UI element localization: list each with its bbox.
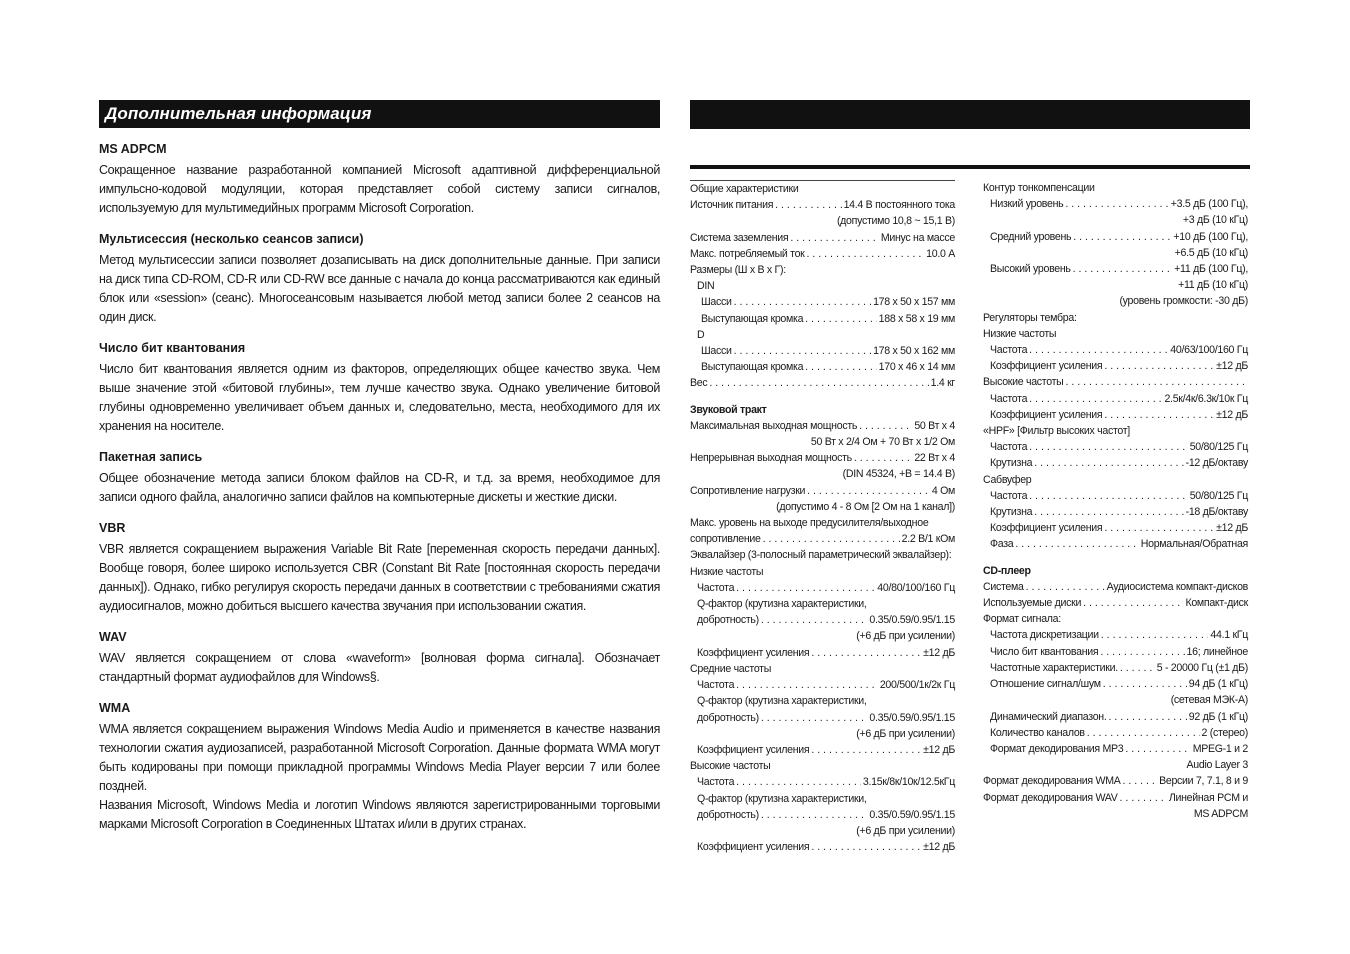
spec-row: Высокие частоты . . .	[983, 374, 1248, 390]
spec-row: Система . . . Аудиосистема компакт-дисков	[983, 579, 1248, 595]
spec-group-heading: Звуковой тракт	[690, 403, 767, 416]
spec-subheading: Сабвуфер	[983, 473, 1032, 486]
spec-subheading: DIN	[697, 280, 715, 293]
spec-group-heading: CD-плеер	[983, 564, 1031, 577]
spec-row: Частотные характеристики. . . . 5 - 20000 Гц (±1 дБ)	[983, 660, 1248, 676]
spec-row: Формат декодирования WMA . . . Версии 7, 7.1, 8 и 9	[983, 773, 1248, 789]
topic-text: Общее обозначение метода записи блоком файлов на CD-R, и т.д. за время, необходимое для записи одного файла, аналогично записи файлов на компьютерные дискеты и жесткие диски.	[99, 471, 660, 504]
spec-subheading: Низкие частоты	[690, 565, 764, 578]
spec-row: Непрерывная выходная мощность . . . 22 Вт x 4	[690, 450, 955, 466]
topic-text: WMA является сокращением выражения Windows Media Audio и применяется в качестве названия технологии сжатия аудиозаписей, разработанной Microsoft Corporation. Данные формата WMA могут быть кодированы при помощи прикладной программы Windows Media Player версии 7 или более поздней.	[99, 722, 660, 793]
topic-text: Сокращенное название разработанной компанией Microsoft адаптивной дифференциальной импульсно-кодовой модуляции, которая представляет собой систему записи сигналов, используемую для мультимедийных программ Microsoft Corporation.	[99, 163, 660, 215]
spec-line: Q-фактор (крутизна характеристики,	[697, 598, 867, 611]
topic-text: VBR является сокращением выражения Variable Bit Rate [переменная скорость передачи данных]. Вообще говоря, более широко используется CBR (Constant Bit Rate [постоянная скорость передачи данных]). Однако, гибко регулируя скорость передачи данных в соответствии с требованиями сжатия аудиосигналов, можно добиться высшего качества звучания при использовании сжатия.	[99, 542, 660, 613]
spec-continuation: 50 Вт x 2/4 Ом + 70 Вт x 1/2 Ом	[810, 436, 955, 449]
spec-row: Формат декодирования WAV . . . Линейная PCM и	[983, 790, 1248, 806]
spec-continuation: (+6 дБ при усилении)	[856, 630, 955, 643]
specs-rule	[690, 165, 1250, 169]
spec-row: Коэффициент усиления . . . ±12 дБ	[690, 839, 955, 855]
spec-continuation: (+6 дБ при усилении)	[856, 727, 955, 740]
spec-row: Средний уровень . . . +10 дБ (100 Гц),	[983, 229, 1248, 245]
topic-ms-adpcm	[99, 142, 660, 218]
spec-line: Q-фактор (крутизна характеристики,	[697, 792, 867, 805]
spec-row: Шасси . . . 178 х 50 х 162 мм	[690, 343, 955, 359]
spec-row: Фаза . . . Нормальная/Обратная	[983, 536, 1248, 552]
topic-multisession	[99, 232, 660, 327]
spec-group-heading: Регуляторы тембра:	[983, 311, 1077, 324]
spec-subheading: Низкие частоты	[983, 327, 1057, 340]
trademark-text: Названия Microsoft, Windows Media и логотип Windows являются зарегистрированными торговыми марками Microsoft Corporation в Соединенных Штатах и/или в других странах.	[99, 798, 660, 831]
topic-text: Метод мультисессии записи позволяет дозаписывать на диск дополнительные данные. При записи на диск типа CD-ROM, CD-R или CD-RW все данные с начала до конца рассматриваются как единый блок или «session» (сеанс). Многосеансовым называется любой метод записи более 2 сеансов на один диск.	[99, 253, 660, 324]
topic-wma	[99, 701, 660, 834]
spec-row: Коэффициент усиления . . . ±12 дБ	[690, 645, 955, 661]
spec-continuation: (+6 дБ при усилении)	[856, 824, 955, 837]
spec-row: Частота . . . 3.15к/8к/10к/12.5кГц	[690, 774, 955, 790]
spec-row: Коэффициент усиления . . . ±12 дБ	[690, 742, 955, 758]
spec-subheading: Высокие частоты	[690, 760, 771, 773]
spec-row: Динамический диапазон. . . . 92 дБ (1 кГц)	[983, 709, 1248, 725]
spec-row: Низкий уровень . . . +3.5 дБ (100 Гц),	[983, 196, 1248, 212]
spec-row: Коэффициент усиления . . . ±12 дБ	[983, 358, 1248, 374]
spec-continuation: +3 дБ (10 кГц)	[1182, 214, 1248, 227]
spec-continuation: +11 дБ (10 кГц)	[1178, 279, 1248, 292]
specs-title-bar	[690, 100, 1250, 129]
spec-row: сопротивление . . . 2.2 В/1 кОм	[690, 531, 955, 547]
spec-row: Источник питания . . . 14.4 В постоянного тока	[690, 197, 955, 213]
spec-row: Количество каналов . . . 2 (стерео)	[983, 725, 1248, 741]
spec-continuation: MS ADPCM	[1193, 807, 1248, 820]
spec-row: Частота . . . 50/80/125 Гц	[983, 439, 1248, 455]
spec-continuation: (допустимо 10,8 ~ 15,1 В)	[836, 215, 955, 228]
topic-packet-write	[99, 450, 660, 507]
spec-row: Сопротивление нагрузки . . . 4 Ом	[690, 483, 955, 499]
spec-row: добротность) . . . 0.35/0.59/0.95/1.15	[690, 807, 955, 823]
spec-subheading: «HPF» [Фильтр высоких частот]	[983, 425, 1130, 438]
spec-row: добротность) . . . 0.35/0.59/0.95/1.15	[690, 612, 955, 628]
topic-heading: Мультисессия (несколько сеансов записи)	[99, 232, 364, 246]
specs-column-1	[690, 180, 955, 855]
spec-row: Коэффициент усиления . . . ±12 дБ	[983, 520, 1248, 536]
topic-heading: VBR	[99, 521, 126, 535]
spec-continuation: (сетевая МЭК-A)	[1170, 694, 1248, 707]
spec-row: Частота . . . 200/500/1к/2к Гц	[690, 677, 955, 693]
spec-subheading: Размеры (Ш х В х Г):	[690, 264, 786, 277]
spec-continuation: (уровень громкости: -30 дБ)	[1119, 295, 1248, 308]
topic-text: Число бит квантования является одним из факторов, определяющих общее качество звука. Чем выше значение этой «битовой глубины», тем лучше качество звука. Однако увеличение битовой глубины одновременно увеличивает объем данных и, следовательно, места, необходимого для их хранения на носителе.	[99, 362, 660, 433]
spec-subheading: Формат сигнала:	[983, 613, 1061, 626]
spec-line: Q-фактор (крутизна характеристики,	[697, 695, 867, 708]
spec-subheading: Эквалайзер (3-полосный параметрический эквалайзер):	[690, 549, 952, 562]
spec-row: Система заземления . . . Минус на массе	[690, 230, 955, 246]
spec-row: Выступающая кромка . . . 170 х 46 х 14 мм	[690, 359, 955, 375]
spec-subheading: Средние частоты	[690, 662, 772, 675]
spec-row: Высокий уровень . . . +11 дБ (100 Гц),	[983, 261, 1248, 277]
spec-group-heading: Контур тонкомпенсации	[983, 182, 1095, 194]
specs-column-2	[983, 180, 1248, 822]
spec-subheading: D	[697, 328, 705, 341]
spec-row: добротность) . . . 0.35/0.59/0.95/1.15	[690, 710, 955, 726]
spec-row: Шасси . . . 178 х 50 х 157 мм	[690, 294, 955, 310]
spec-row: Крутизна . . . -18 дБ/октаву	[983, 504, 1248, 520]
topic-heading: Пакетная запись	[99, 450, 203, 464]
spec-line: Макс. уровень на выходе предусилителя/выходное	[690, 517, 929, 530]
topic-heading: WAV	[99, 630, 127, 644]
topic-heading: Число бит квантования	[99, 341, 246, 355]
spec-continuation: Audio Layer 3	[1186, 759, 1248, 772]
spec-row: Используемые диски . . . Компакт-диск	[983, 595, 1248, 611]
spec-continuation: (допустимо 4 - 8 Ом [2 Ом на 1 канал])	[776, 500, 955, 513]
spec-group-heading: Общие характеристики	[690, 183, 799, 195]
spec-row: Число бит квантования . . . 16; линейное	[983, 644, 1248, 660]
glossary-list	[99, 142, 660, 834]
topic-heading: MS ADPCM	[99, 142, 167, 156]
spec-row: Формат декодирования MP3 . . . MPEG-1 и 2	[983, 741, 1248, 757]
topic-text: WAV является сокращением от слова «waveform» [волновая форма сигнала]. Обозначает стандартный формат аудиофайлов для Windows§.	[99, 651, 660, 684]
spec-row: Вес . . . 1.4 кг	[690, 375, 955, 391]
spec-row: Частота . . . 40/80/100/160 Гц	[690, 580, 955, 596]
topic-bit-depth	[99, 341, 660, 436]
spec-continuation: +6.5 дБ (10 кГц)	[1174, 246, 1248, 259]
topic-wav	[99, 630, 660, 687]
spec-row: Частота дискретизации . . . 44.1 кГц	[983, 627, 1248, 643]
spec-continuation: (DIN 45324, +B = 14.4 В)	[842, 468, 955, 481]
additional-info-column	[99, 100, 660, 848]
section-title: Дополнительная информация	[99, 100, 660, 128]
spec-row: Максимальная выходная мощность . . . 50 Вт x 4	[690, 418, 955, 434]
spec-row: Крутизна . . . -12 дБ/октаву	[983, 455, 1248, 471]
spec-row: Макс. потребляемый ток . . . 10.0 А	[690, 246, 955, 262]
spec-row: Выступающая кромка . . . 188 х 58 х 19 мм	[690, 311, 955, 327]
topic-heading: WMA	[99, 701, 131, 715]
spec-row: Отношение сигнал/шум . . . 94 дБ (1 кГц)	[983, 676, 1248, 692]
spec-row: Частота . . . 40/63/100/160 Гц	[983, 342, 1248, 358]
spec-row: Частота . . . 50/80/125 Гц	[983, 488, 1248, 504]
spec-row: Частота . . . 2.5к/4к/6.3к/10к Гц	[983, 391, 1248, 407]
topic-vbr	[99, 521, 660, 616]
spec-row: Коэффициент усиления . . . ±12 дБ	[983, 407, 1248, 423]
